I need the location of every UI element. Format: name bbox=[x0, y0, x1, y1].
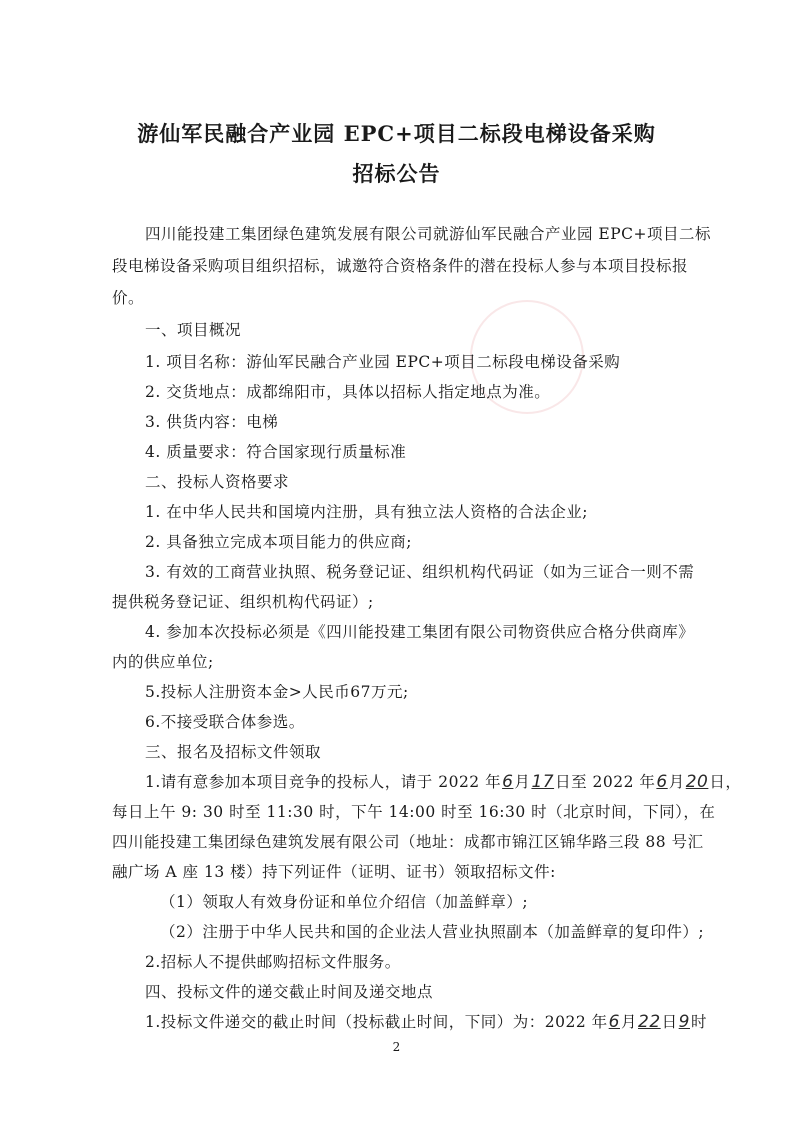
s2-item-1: 1. 在中华人民共和国境内注册，具有独立法人资格的合法企业; bbox=[145, 503, 588, 521]
s4-ri: 日 bbox=[661, 1013, 678, 1031]
s2-item-5: 5.投标人注册资本金>人民币67万元; bbox=[145, 683, 409, 701]
intro-line-1: 四川能投建工集团绿色建筑发展有限公司就游仙军民融合产业园 EPC+项目二标 bbox=[145, 225, 712, 243]
s1-item-4: 4. 质量要求：符合国家现行质量标准 bbox=[145, 443, 407, 461]
intro-line-3: 价。 bbox=[112, 289, 145, 307]
s1-item-2: 2. 交货地点：成都绵阳市，具体以招标人指定地点为准。 bbox=[145, 383, 551, 401]
s2-item-3a: 3. 有效的工商营业执照、税务登记证、组织机构代码证（如为三证合一则不需 bbox=[145, 563, 695, 581]
s2-item-3b: 提供税务登记证、组织机构代码证）; bbox=[112, 593, 374, 611]
s3-l1-pre: 1.请有意参加本项目竞争的投标人，请于 2022 年 bbox=[145, 773, 502, 791]
s4-yue: 月 bbox=[621, 1013, 638, 1031]
doc-title-line1: 游仙军民融合产业园 EPC+项目二标段电梯设备采购 bbox=[137, 121, 656, 146]
section4-heading: 四、投标文件的递交截止时间及递交地点 bbox=[145, 983, 434, 1001]
s2-item-4a: 4. 参加本次投标必须是《四川能投建工集团有限公司物资供应合格分供商库》 bbox=[145, 623, 695, 641]
intro-line-2: 段电梯设备采购项目组织招标，诚邀符合资格条件的潜在投标人参与本项目投标报 bbox=[112, 257, 689, 275]
s3-cert-2: （2）注册于中华人民共和国的企业法人营业执照副本（加盖鲜章的复印件）; bbox=[160, 923, 705, 941]
s3-l1-yue: 月 bbox=[514, 773, 531, 791]
handwritten-month-1: 6 bbox=[502, 772, 514, 792]
s4-l1-pre: 1.投标文件递交的截止时间（投标截止时间，下同）为：2022 年 bbox=[145, 1013, 608, 1031]
s3-line-3: 四川能投建工集团绿色建筑发展有限公司（地址：成都市锦江区锦华路三段 88 号汇 bbox=[112, 833, 704, 851]
s3-l1-end: 日， bbox=[709, 773, 742, 791]
s3-line-1 bbox=[145, 770, 742, 792]
s1-item-1: 1. 项目名称：游仙军民融合产业园 EPC+项目二标段电梯设备采购 bbox=[145, 353, 621, 371]
handwritten-month: 6 bbox=[608, 1012, 620, 1032]
s3-cert-1: （1）领取人有效身份证和单位介绍信（加盖鲜章）; bbox=[160, 893, 529, 911]
s1-item-3: 3. 供货内容：电梯 bbox=[145, 413, 279, 431]
s3-item-2: 2.招标人不提供邮购招标文件服务。 bbox=[145, 953, 401, 971]
handwritten-day-1: 17 bbox=[531, 772, 555, 792]
s2-item-6: 6.不接受联合体参选。 bbox=[145, 713, 305, 731]
doc-title-line2: 招标公告 bbox=[352, 161, 441, 186]
page-number: 2 bbox=[392, 1040, 401, 1054]
handwritten-month-2: 6 bbox=[656, 772, 668, 792]
s3-l1-yue2: 月 bbox=[668, 773, 685, 791]
s3-line-4: 融广场 A 座 13 楼）持下列证件（证明、证书）领取招标文件: bbox=[112, 863, 556, 881]
handwritten-hour: 9 bbox=[678, 1012, 690, 1032]
handwritten-day-2: 20 bbox=[685, 772, 709, 792]
handwritten-day: 22 bbox=[638, 1012, 661, 1032]
s2-item-4b: 内的供应单位; bbox=[112, 653, 214, 671]
section3-heading: 三、报名及招标文件领取 bbox=[145, 743, 322, 761]
section2-heading: 二、投标人资格要求 bbox=[145, 473, 290, 491]
section1-heading: 一、项目概况 bbox=[145, 321, 242, 339]
s4-line-1 bbox=[145, 1010, 708, 1032]
s3-l1-mid: 日至 2022 年 bbox=[555, 773, 656, 791]
s2-item-2: 2. 具备独立完成本项目能力的供应商; bbox=[145, 533, 412, 551]
s4-shi: 时 bbox=[691, 1013, 708, 1031]
s3-line-2: 每日上午 9: 30 时至 11:30 时，下午 14:00 时至 16:30 时（北京时间，下同），在 bbox=[112, 803, 716, 821]
